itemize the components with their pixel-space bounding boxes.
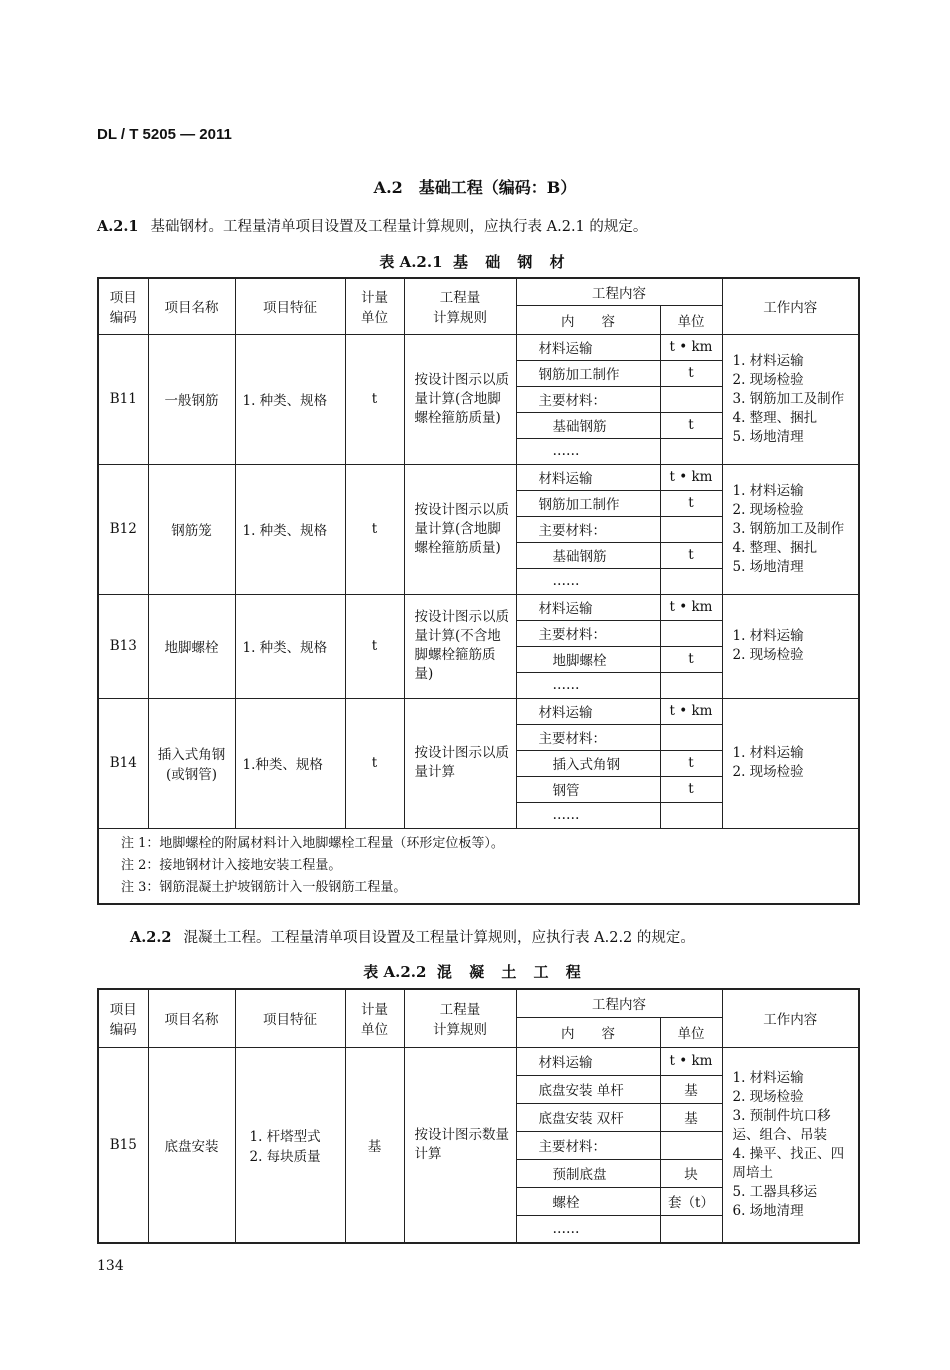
content-item: 钢筋加工制作	[516, 490, 660, 516]
clause-a21	[97, 215, 647, 236]
caption-number: 表 A.2.2	[363, 963, 427, 981]
content-item: ……	[516, 802, 660, 828]
content-unit: t	[660, 750, 722, 776]
header-code: 项目 编码	[98, 278, 148, 334]
row-unit: t	[345, 334, 404, 464]
row-rule: 按设计图示以质量计算(含地脚螺栓箍筋质量)	[404, 464, 516, 594]
header-content-sub: 内 容	[516, 305, 660, 334]
row-name: 插入式角钢(或钢管)	[148, 698, 235, 828]
content-unit: t	[660, 776, 722, 802]
header-rule: 工程量 计算规则	[404, 989, 516, 1047]
content-unit	[660, 568, 722, 594]
clause-text: 基础钢材。工程量清单项目设置及工程量计算规则，应执行表 A.2.1 的规定。	[150, 219, 648, 235]
content-item: 材料运输	[516, 594, 660, 620]
content-unit: t • km	[660, 334, 722, 360]
content-item: 底盘安装 双杆	[516, 1103, 660, 1131]
row-feature: 1. 杆塔型式 2. 每块质量	[235, 1047, 345, 1243]
content-unit	[660, 1215, 722, 1243]
content-unit: t	[660, 360, 722, 386]
caption-title: 混 凝 土 工 程	[436, 963, 587, 981]
content-unit: t • km	[660, 698, 722, 724]
header-content-sub: 内 容	[516, 1017, 660, 1047]
content-item: 钢管	[516, 776, 660, 802]
content-item: 主要材料：	[516, 620, 660, 646]
content-unit: 基	[660, 1103, 722, 1131]
content-item: 预制底盘	[516, 1159, 660, 1187]
content-unit: 块	[660, 1159, 722, 1187]
content-item: 主要材料：	[516, 1131, 660, 1159]
content-item: 基础钢筋	[516, 412, 660, 438]
content-item: 地脚螺栓	[516, 646, 660, 672]
work-content: 1. 材料运输 2. 现场检验	[722, 698, 859, 828]
row-code: B14	[98, 698, 148, 828]
caption-number: 表 A.2.1	[379, 253, 443, 271]
content-unit: 基	[660, 1075, 722, 1103]
content-unit: t	[660, 542, 722, 568]
row-rule: 按设计图示以质量计算(含地脚螺栓箍筋质量)	[404, 334, 516, 464]
row-unit: t	[345, 464, 404, 594]
section-title: A.2 基础工程（编码：B）	[373, 178, 577, 197]
row-name: 底盘安装	[148, 1047, 235, 1243]
content-unit	[660, 386, 722, 412]
note: 注 3：钢筋混凝土护坡钢筋计入一般钢筋工程量。	[121, 879, 407, 895]
content-unit: t • km	[660, 464, 722, 490]
content-item: ……	[516, 438, 660, 464]
header-unit: 计量 单位	[345, 989, 404, 1047]
document-id: DL / T 5205 — 2011	[97, 126, 232, 143]
content-item: 主要材料：	[516, 516, 660, 542]
content-item: 钢筋加工制作	[516, 360, 660, 386]
row-unit: 基	[345, 1047, 404, 1243]
content-unit	[660, 802, 722, 828]
work-content: 1. 材料运输 2. 现场检验 3. 预制件坑口移运、组合、吊装 4. 操平、找正、四周培土 5. 工器具移运 6. 场地清理	[722, 1047, 859, 1243]
table-a21	[97, 277, 860, 905]
note: 注 1：地脚螺栓的附属材料计入地脚螺栓工程量（环形定位板等）。	[121, 835, 504, 851]
row-code: B13	[98, 594, 148, 698]
clause-text: 混凝土工程。工程量清单项目设置及工程量计算规则，应执行表 A.2.2 的规定。	[183, 930, 695, 946]
content-unit: t	[660, 412, 722, 438]
row-feature: 1.种类、规格	[235, 698, 345, 828]
table2-caption	[0, 961, 950, 982]
content-item: ……	[516, 568, 660, 594]
header-feature: 项目特征	[235, 278, 345, 334]
row-rule: 按设计图示以质量计算	[404, 698, 516, 828]
page-number: 134	[97, 1258, 124, 1274]
work-content: 1. 材料运输 2. 现场检验	[722, 594, 859, 698]
content-item: 基础钢筋	[516, 542, 660, 568]
row-code: B15	[98, 1047, 148, 1243]
work-content: 1. 材料运输 2. 现场检验 3. 钢筋加工及制作 4. 整理、捆扎 5. 场地清理	[722, 464, 859, 594]
content-unit	[660, 724, 722, 750]
content-unit	[660, 1131, 722, 1159]
header-content-unit: 单位	[660, 305, 722, 334]
table-a22	[97, 988, 860, 1244]
header-content: 工程内容	[516, 989, 722, 1017]
header-code: 项目 编码	[98, 989, 148, 1047]
row-code: B12	[98, 464, 148, 594]
content-item: 底盘安装 单杆	[516, 1075, 660, 1103]
content-unit: t • km	[660, 1047, 722, 1075]
content-unit: t • km	[660, 594, 722, 620]
content-unit	[660, 672, 722, 698]
content-item: 材料运输	[516, 464, 660, 490]
clause-number: A.2.2	[130, 929, 172, 946]
content-unit	[660, 438, 722, 464]
content-item: 材料运输	[516, 1047, 660, 1075]
content-item: 主要材料：	[516, 386, 660, 412]
header-content: 工程内容	[516, 278, 722, 305]
content-item: ……	[516, 1215, 660, 1243]
row-code: B11	[98, 334, 148, 464]
caption-title: 基 础 钢 材	[452, 253, 571, 271]
header-unit: 计量 单位	[345, 278, 404, 334]
row-name: 地脚螺栓	[148, 594, 235, 698]
content-item: 插入式角钢	[516, 750, 660, 776]
row-rule: 按设计图示以质量计算(不含地脚螺栓箍筋质量)	[404, 594, 516, 698]
header-name: 项目名称	[148, 989, 235, 1047]
header-feature: 项目特征	[235, 989, 345, 1047]
work-content: 1. 材料运输 2. 现场检验 3. 钢筋加工及制作 4. 整理、捆扎 5. 场地清理	[722, 334, 859, 464]
row-feature: 1. 种类、规格	[235, 334, 345, 464]
table1-caption	[0, 251, 950, 272]
row-name: 一般钢筋	[148, 334, 235, 464]
content-unit: t	[660, 490, 722, 516]
content-item: 螺栓	[516, 1187, 660, 1215]
header-name: 项目名称	[148, 278, 235, 334]
row-feature: 1. 种类、规格	[235, 594, 345, 698]
content-unit: 套（t）	[660, 1187, 722, 1215]
table-notes	[98, 828, 859, 904]
header-work: 工作内容	[722, 278, 859, 334]
header-rule: 工程量 计算规则	[404, 278, 516, 334]
row-name: 钢筋笼	[148, 464, 235, 594]
clause-number: A.2.1	[97, 218, 139, 235]
content-item: 主要材料：	[516, 724, 660, 750]
row-unit: t	[345, 698, 404, 828]
content-unit	[660, 516, 722, 542]
clause-a22	[130, 926, 695, 947]
row-rule: 按设计图示数量计算	[404, 1047, 516, 1243]
content-unit	[660, 620, 722, 646]
content-item: 材料运输	[516, 698, 660, 724]
content-unit: t	[660, 646, 722, 672]
row-feature: 1. 种类、规格	[235, 464, 345, 594]
note: 注 2：接地钢材计入接地安装工程量。	[121, 857, 342, 873]
header-work: 工作内容	[722, 989, 859, 1047]
content-item: ……	[516, 672, 660, 698]
row-unit: t	[345, 594, 404, 698]
content-item: 材料运输	[516, 334, 660, 360]
header-content-unit: 单位	[660, 1017, 722, 1047]
